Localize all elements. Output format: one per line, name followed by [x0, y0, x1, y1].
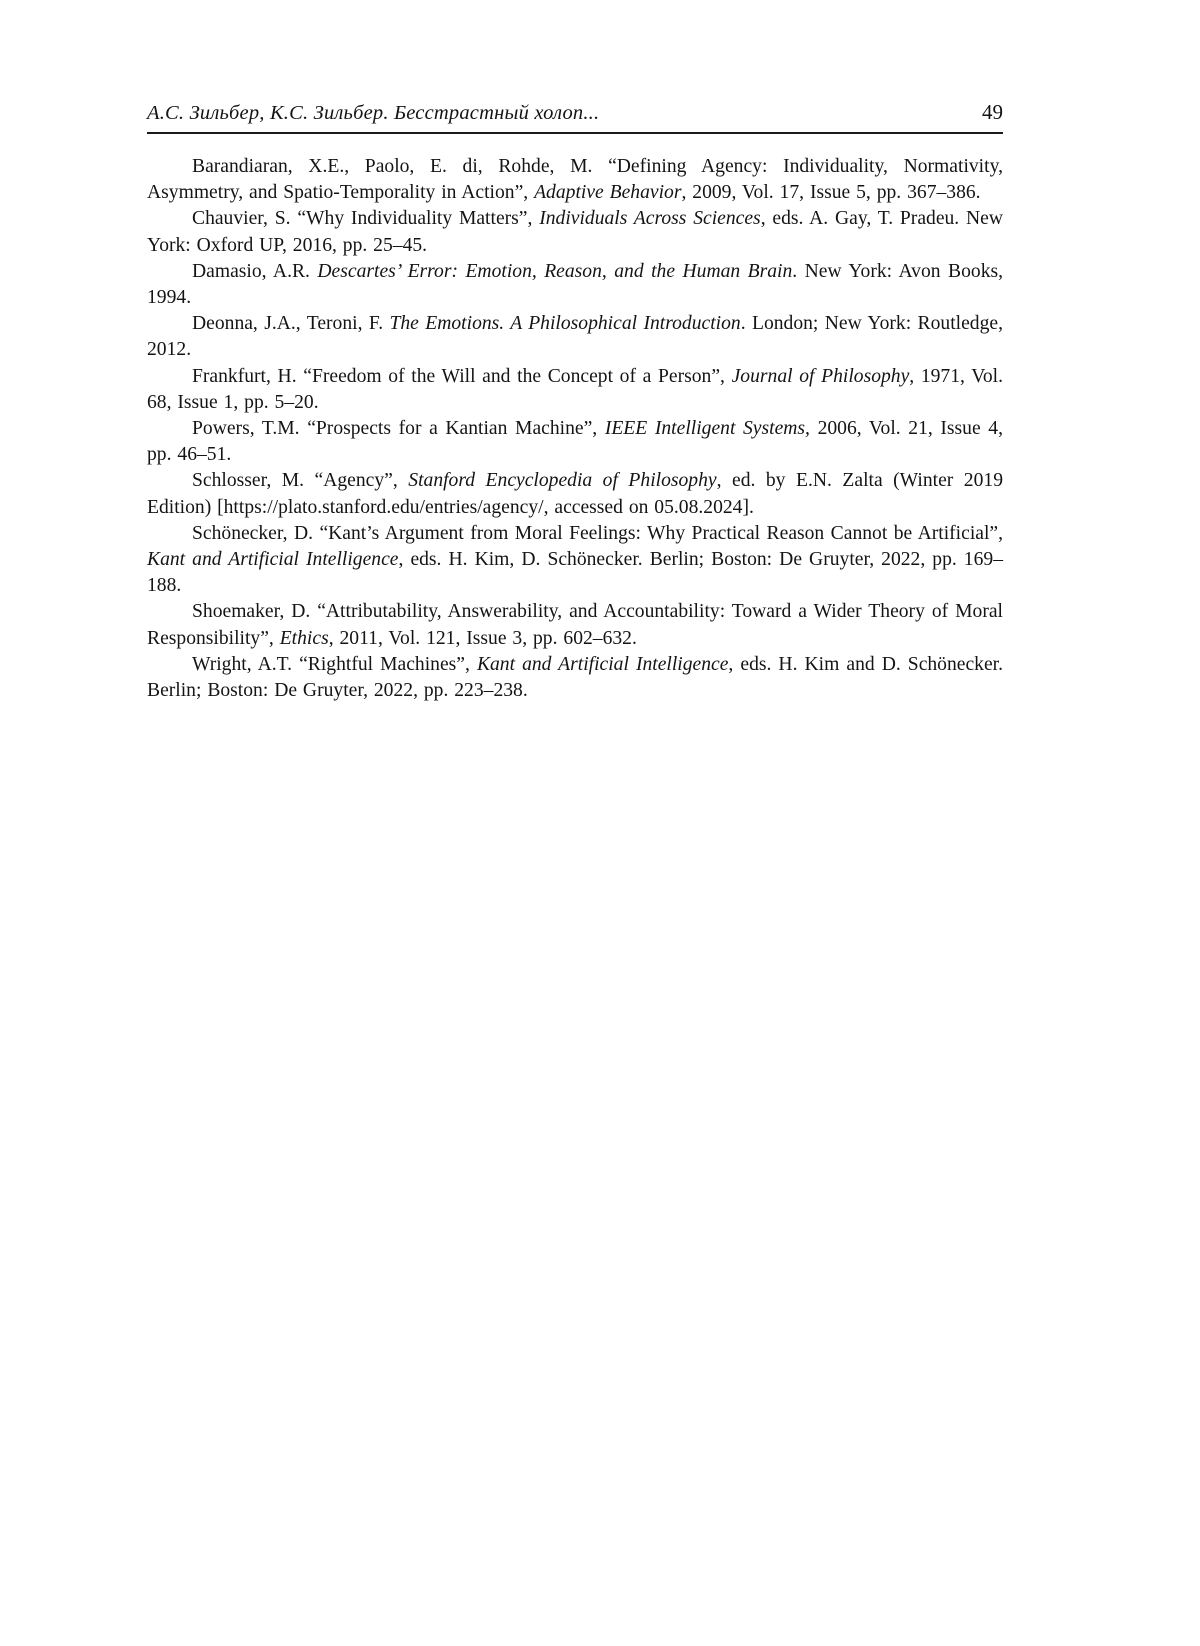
reference-text: , 1971, Vol. 68, Issue 1, pp. 5–20. [147, 365, 1003, 413]
reference-entry [147, 521, 1003, 600]
reference-title-italic: The Emotions. A Philosophical Introduction [389, 313, 741, 335]
reference-title-italic: Descartes’ Error: Emotion, Reason, and the Human Brain [317, 260, 793, 282]
reference-entry [147, 468, 1003, 520]
reference-text: eds. H. Kim and D. Schönecker. Berlin; Boston: De Gruyter, 2022, pp. 223–238. [147, 653, 1004, 702]
reference-text: Damasio, A.R. [192, 260, 318, 282]
reference-text: . London; New York: Routledge, 2012. [147, 313, 1003, 361]
reference-title-italic: Kant and Artificial Intelligence [147, 549, 399, 571]
reference-entry [147, 364, 1003, 416]
document-page [147, 0, 1003, 704]
reference-text: , eds. H. Kim, D. Schönecker. Berlin; Boston: De Gruyter, 2022, pp. 169–188. [147, 549, 1003, 597]
reference-title-italic: Adaptive Behavior [534, 182, 682, 204]
reference-title-italic: Stanford Encyclopedia of Philosophy [408, 470, 717, 492]
running-title: А.С. Зильбер, К.С. Зильбер. Бесстрастный холоп... [147, 102, 600, 124]
reference-title-italic: Ethics [279, 627, 329, 649]
reference-title-italic: Journal of Philosophy [731, 365, 910, 387]
reference-text: , eds. A. Gay, T. Pradeu. New York: Oxford UP, 2016, pp. 25–45. [147, 208, 1004, 256]
reference-entry [147, 311, 1003, 363]
reference-entry [147, 154, 1003, 206]
reference-text: Chauvier, S. “Why Individuality Matters”, [192, 208, 540, 230]
reference-text: , ed. by E.N. Zalta (Winter 2019 Edition) [https://plato.stanford.edu/entries/agency/, accessed on 05.08.2024]. [147, 470, 1003, 518]
running-header [147, 100, 1003, 134]
reference-entry [147, 259, 1003, 311]
reference-text: Powers, T.M. “Prospects for a Kantian Machine”, [192, 418, 605, 440]
reference-text: , 2011, Vol. 121, Issue 3, pp. 602–632. [328, 627, 637, 649]
reference-entry [147, 416, 1003, 468]
reference-text: Frankfurt, H. “Freedom of the Will and the Concept of a Person”, [192, 365, 732, 387]
reference-entry [147, 206, 1003, 258]
reference-entry [147, 652, 1003, 704]
reference-title-italic: Kant and Artificial Intelligence, [476, 653, 734, 675]
references-list [147, 154, 1003, 704]
reference-text: Wright, A.T. “Rightful Machines”, [192, 653, 477, 675]
reference-text: . New York: Avon Books, 1994. [147, 260, 1004, 309]
page-number: 49 [982, 100, 1003, 124]
reference-title-italic: Individuals Across Sciences [539, 208, 761, 230]
reference-text: , 2009, Vol. 17, Issue 5, pp. 367–386. [681, 182, 981, 204]
reference-text: Barandiaran, X.E., Paolo, E. di, Rohde, M. “Defining Agency: Individuality, Normativity, Asymmetry, and Spatio-Temporality in Action”, [147, 156, 1003, 204]
reference-text: 2006, Vol. 21, Issue 4, pp. 46–51. [147, 418, 1003, 466]
reference-entry [147, 599, 1003, 651]
reference-title-italic: IEEE Intelligent Systems, [604, 418, 810, 440]
reference-text: Schlosser, M. “Agency”, [192, 470, 409, 492]
reference-text: Deonna, J.A., Teroni, F. [192, 313, 390, 335]
reference-text: Shoemaker, D. “Attributability, Answerability, and Accountability: Toward a Wider Theory of Moral Responsibility”, [147, 601, 1003, 649]
reference-text: Schönecker, D. “Kant’s Argument from Moral Feelings: Why Practical Reason Cannot be Artificial”, [192, 522, 1003, 544]
